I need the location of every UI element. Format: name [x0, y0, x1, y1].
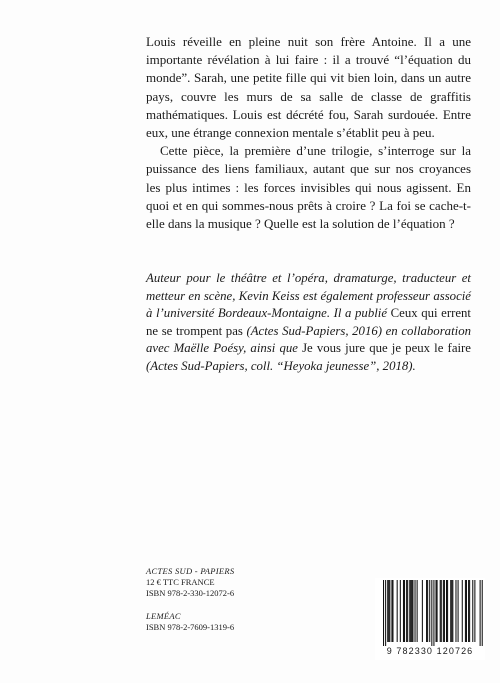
barcode-bar — [437, 580, 438, 642]
barcode-bar — [426, 580, 427, 642]
bio-text-2: (Actes Sud-Papiers, 2016) en collaboration avec Maëlle Poésy, ainsi que — [146, 323, 471, 355]
barcode-bar — [422, 580, 423, 642]
barcode-bar — [392, 580, 393, 642]
barcode-bar — [466, 580, 467, 642]
barcode-bar — [462, 580, 463, 642]
barcode-bar — [409, 580, 410, 642]
barcode-bar — [444, 580, 445, 642]
barcode-bar — [400, 580, 401, 642]
barcode-bar — [427, 580, 428, 642]
barcode-bar — [397, 580, 398, 642]
barcode-bar — [431, 580, 432, 646]
author-bio — [146, 270, 471, 375]
barcode-bar — [469, 580, 470, 642]
publisher-imprint-actes-sud: ACTES SUD - PAPIERS — [146, 566, 235, 576]
isbn-actes-sud: ISBN 978-2-330-12072-6 — [146, 588, 235, 598]
barcode-bar — [451, 580, 452, 642]
barcode-bar — [389, 580, 390, 642]
isbn-lemeac: ISBN 978-2-7609-1319-6 — [146, 622, 235, 632]
barcode-bar — [410, 580, 411, 642]
publisher-imprint-lemeac: LEMÉAC — [146, 611, 181, 621]
barcode-bar — [465, 580, 466, 642]
barcode-bar — [441, 580, 442, 642]
barcode-bar — [482, 580, 483, 646]
barcode-bar — [412, 580, 413, 642]
barcode-bar — [452, 580, 453, 642]
barcode-bar — [480, 580, 481, 646]
barcode-bar — [406, 580, 407, 642]
barcode-bar — [446, 580, 447, 642]
publisher-info — [146, 566, 306, 633]
barcode-bar — [404, 580, 405, 642]
barcode-bar — [450, 580, 451, 642]
barcode-bar — [458, 580, 459, 642]
barcode-bar — [387, 580, 388, 642]
summary-paragraph-1: Louis réveille en pleine nuit son frère Antoine. Il a une importante révélation à lui faire : il a trouvé “l’équation du monde”. Sarah, une petite fille qui vit bien loin, dans un autre pays, couvre les murs de sa salle de classe de graffitis mathématiques. Louis est décrété fou, Sarah surdouée. Entre eux, une étrange connexion mentale s’établit peu à peu. — [146, 34, 471, 141]
barcode-bar — [447, 580, 448, 642]
barcode-bar — [403, 580, 404, 642]
price-label: 12 € TTC FRANCE — [146, 577, 215, 587]
barcode — [375, 578, 485, 660]
barcode-bars-icon — [375, 578, 485, 648]
barcode-bar — [455, 580, 456, 642]
bio-book-title-1: Ceux qui errent ne se trompent pas — [146, 306, 471, 338]
barcode-bar — [407, 580, 408, 642]
barcode-bar — [429, 580, 430, 642]
barcode-bar — [417, 580, 418, 642]
bio-text-1: Auteur pour le théâtre et l’opéra, dramaturge, traducteur et metteur en scène, Kevin Keiss est également professeur associé à l’université Bordeaux-Montaigne. Il a publié — [146, 271, 471, 320]
barcode-bar — [440, 580, 441, 642]
summary-text — [146, 33, 471, 233]
barcode-bar — [474, 580, 475, 642]
bio-book-title-2: Je vous jure que je peux le faire — [302, 341, 471, 355]
barcode-bar — [468, 580, 469, 642]
barcode-bar — [388, 580, 389, 642]
bio-text-3: (Actes Sud-Papiers, coll. “Heyoka jeunesse”, 2018). — [146, 358, 416, 373]
barcode-bar — [383, 580, 384, 646]
barcode-bar — [433, 580, 434, 646]
barcode-bar — [472, 580, 473, 642]
barcode-bar — [385, 580, 386, 646]
summary-paragraph-2: Cette pièce, la première d’une trilogie, s’interroge sur la puissance des liens familiaux, autant que sur nos croyances les plus intimes : les forces invisibles qui nous agissent. En quoi et en qui sommes-nous prêts à croire ? La foi se cache-t-elle dans la musique ? Quelle est la solution de l’équation ? — [146, 143, 471, 232]
barcode-bar — [391, 580, 392, 642]
barcode-bar — [436, 580, 437, 642]
barcode-bar — [443, 580, 444, 642]
barcode-bar — [415, 580, 416, 642]
barcode-number: 9 782330 120726 — [386, 646, 474, 656]
barcode-bar — [411, 580, 412, 642]
